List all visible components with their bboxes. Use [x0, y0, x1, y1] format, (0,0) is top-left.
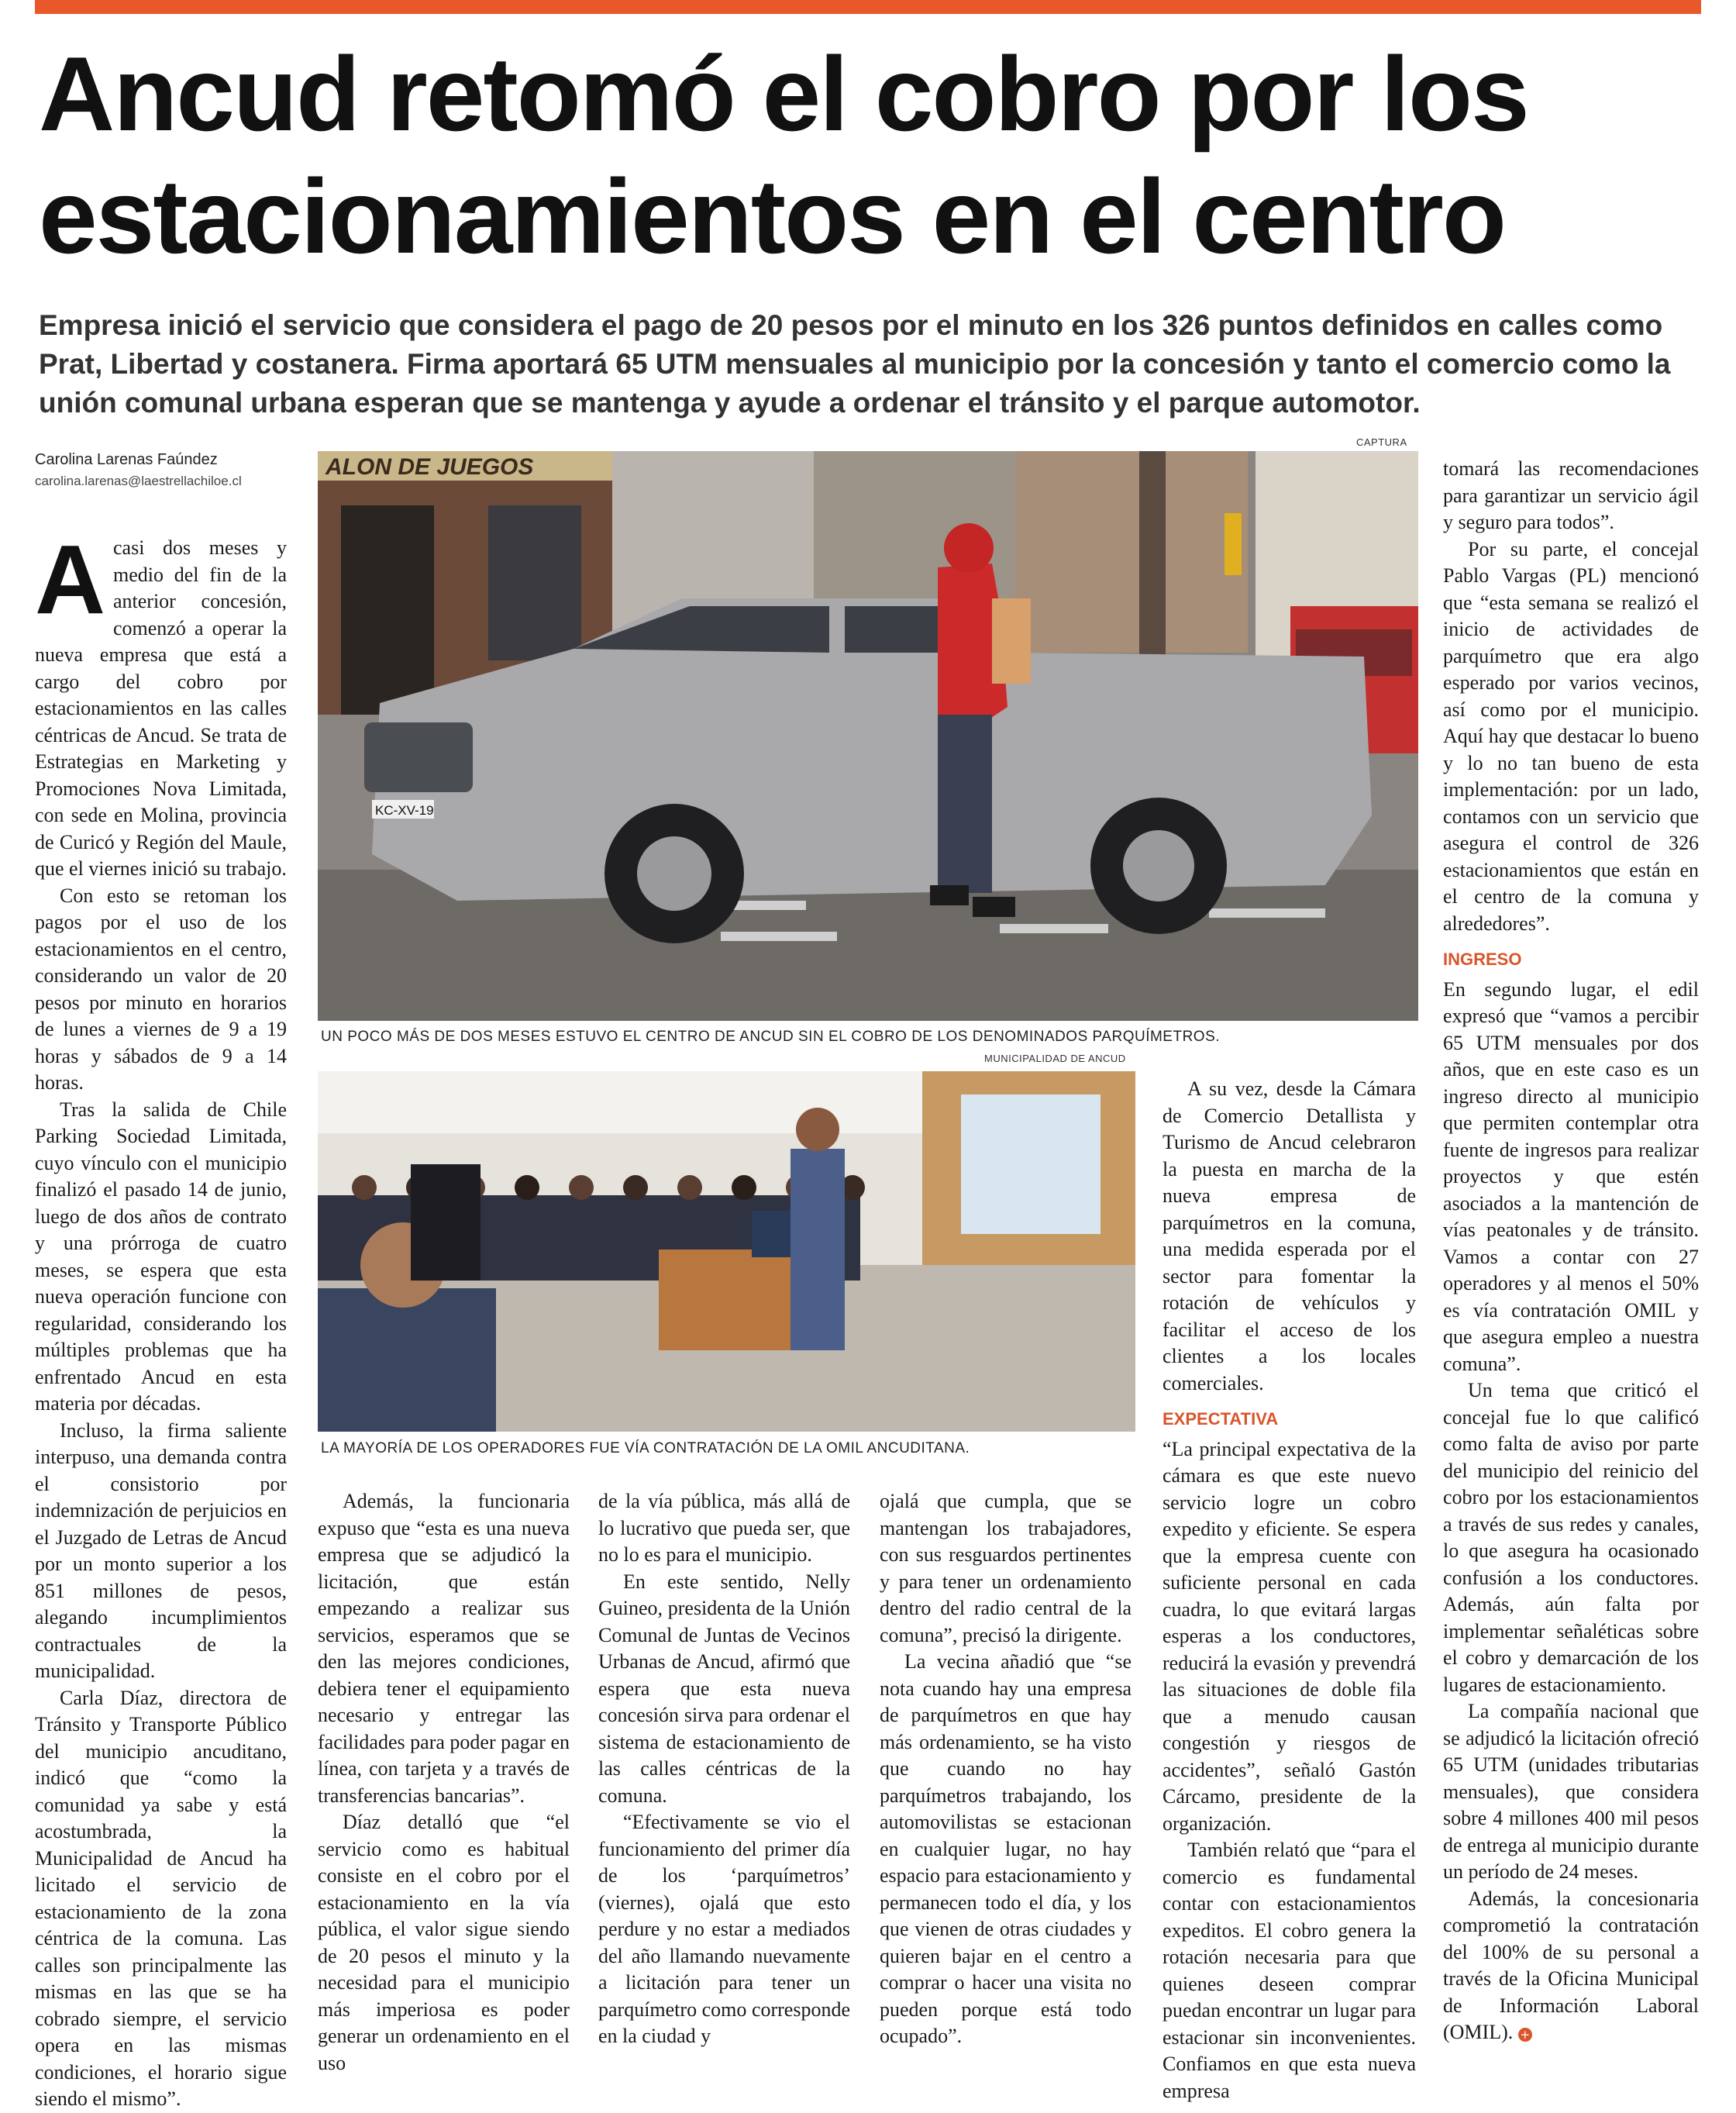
subheading-ingreso: INGRESO — [1443, 950, 1522, 969]
paragraph: Además, la funcionaria expuso que “esta es una nueva empresa que se adjudicó la licitación, que están empezando a realizar sus servicios, esperamos que se den las mejores condiciones, debiera tener el equipamiento necesario y entregar las facilidades para poder pagar en línea, con tarjeta y a través de transferencias bancarias”. — [318, 1490, 570, 1807]
paragraph — [1443, 1886, 1699, 2046]
paragraph: También relató que “para el comercio es fundamental contar con estacionamientos expeditos. El cobro genera la rotación necesaria para que quienes deseen comprar puedan encontrar un lugar para estacionar sin inconvenientes. Confiamos en que esta nueva empresa — [1162, 1839, 1416, 2102]
shop-sign-text: ALON DE JUEGOS — [326, 454, 534, 480]
photo-caption-bottom: LA MAYORÍA DE LOS OPERADORES FUE VÍA CONTRATACIÓN DE LA OMIL ANCUDITANA. — [321, 1440, 970, 1456]
deck-summary: Empresa inició el servicio que considera el pago de 20 pesos por el minuto en los 326 puntos definidos en calles como Prat, Libertad y costanera. Firma aportará 65 UTM mensuales al municipio por la concesión y tanto el comercio como la unión comunal urbana esperan que se mantenga y ayude a ordenar el tránsito y el parque automotor. — [39, 309, 1671, 419]
paragraph: tomará las recomendaciones para garantizar un servicio ágil y seguro para todos”. — [1443, 457, 1699, 533]
article-column-4 — [880, 1488, 1132, 2050]
paragraph: En este sentido, Nelly Guineo, presidenta de la Unión Comunal de Juntas de Vecinos Urbanas de Ancud, afirmó que espera que esta nueva concesión sirva para ordenar el sistema de estacionamiento de las calles céntricas de la comuna. — [598, 1570, 850, 1807]
subheading-expectativa: EXPECTATIVA — [1162, 1409, 1279, 1429]
photo-credit-bottom: MUNICIPALIDAD DE ANCUD — [984, 1053, 1126, 1064]
photo-caption-top: UN POCO MÁS DE DOS MESES ESTUVO EL CENTRO DE ANCUD SIN EL COBRO DE LOS DENOMINADOS PARQUÍMETROS. — [321, 1029, 1221, 1045]
article-column-2 — [318, 1488, 570, 2077]
top-color-bar — [35, 0, 1701, 14]
end-of-article-icon: + — [1518, 2028, 1532, 2042]
paragraph: Por su parte, el concejal Pablo Vargas (PL) mencionó que “esta semana se realizó el inicio de actividades de parquímetro que era algo esperado por varios vecinos, así como por el municipio. Aquí hay que destacar lo bueno y lo no tan bueno de esta implementación: por un lado, contamos con un servicio que asegura el control de 326 estacionamientos que están en el centro de la comuna y alrededores”. — [1443, 537, 1699, 935]
drop-cap: A — [35, 525, 105, 634]
paragraph: Con esto se retoman los pagos por el uso de los estacionamientos en el centro, considerando un valor de 20 pesos por minuto en horarios de lunes a viernes de 9 a 19 horas y sábados de 9 a 14 horas. — [35, 884, 287, 1094]
photo-operators-meeting — [318, 1071, 1135, 1432]
headline: Ancud retomó el cobro por los estacionamientos en el centro — [39, 35, 1528, 275]
paragraph: En segundo lugar, el edil expresó que “vamos a percibir 65 UTM mensuales por dos años, que en este caso es un ingreso directo al municipio que permiten contemplar otra fuente de ingresos para realizar proyectos y que estén asociados a la mantención de vías peatonales y de tránsito. Vamos a contar con 27 operadores y al menos el 50% es vía contratación OMIL y que asegura empleo a nuestra comuna”. — [1443, 977, 1699, 1375]
author-name: Carolina Larenas Faúndez — [35, 451, 218, 468]
paragraph: La vecina añadió que “se nota cuando hay una empresa de parquímetros en que hay más ordenamiento, se ha visto que cuando no hay parquímetros trabajando, los automovilistas se estacionan en cualquier lugar, no hay espacio para estacionamiento y permanecen todo el día, y los que vienen de otras ciudades y quieren bajar en el centro a comprar o hacer una visita no pueden porque está todo ocupado”. — [880, 1650, 1132, 2047]
license-plate-text: KC-XV-19 — [375, 803, 434, 818]
paragraph: La compañía nacional que se adjudicó la licitación ofreció 65 UTM (unidades tributarias mensuales), que considera sobre 4 millones 400 mil pesos de entrega al municipio durante un período de 24 meses. — [1443, 1700, 1699, 1883]
paragraph: Incluso, la firma saliente interpuso, una demanda contra el consistorio por indemnización de perjuicios en el Juzgado de Letras de Ancud por un monto superior a los 851 millones de pesos, alegando incumplimientos contractuales de la municipalidad. — [35, 1418, 287, 1682]
article-column-6 — [1443, 456, 1699, 2046]
article-column-3 — [598, 1488, 850, 2050]
byline — [35, 451, 314, 489]
photo-credit-top: CAPTURA — [1356, 436, 1407, 448]
article-column-1 — [35, 525, 287, 2113]
paragraph: Un tema que criticó el concejal fue lo que calificó como falta de aviso por parte del municipio del reinicio del cobro por los estacionamientos a través de sus redes y canales, lo que asegura ha ocasionado confusión a los conductores. Además, aún falta por implementar señaléticas sobre el cobro y demarcación de los lugares de estacionamiento. — [1443, 1379, 1699, 1696]
paragraph: Carla Díaz, directora de Tránsito y Transporte Público del municipio ancuditano, indicó que “como la comunidad ya sabe y está acostumbrada, la Municipalidad de Ancud ha licitado el servicio de estacionamiento de la zona céntrica de la comuna. Las calles son principalmente las mismas en las que se ha cobrado siempre, el servicio opera en las mismas condiciones, el horario sigue siendo el mismo”. — [35, 1686, 287, 2110]
lead-paragraph — [35, 525, 287, 883]
final-text: Además, la concesionaria comprometió la contratación del 100% de su personal a través de la Oficina Municipal de Información Laboral (OMIL). — [1443, 1887, 1699, 2043]
paragraph: A su vez, desde la Cámara de Comercio Detallista y Turismo de Ancud celebraron la puesta en marcha de la nueva empresa de parquímetros en la comuna, una medida esperada por el sector para fomentar la rotación de vehículos y facilitar el acceso de los clientes a los locales comerciales. — [1162, 1077, 1416, 1394]
article-column-5 — [1162, 1076, 1416, 2104]
paragraph: Díaz detalló que “el servicio como es habitual consiste en el cobro por el estacionamiento en la vía pública, el valor sigue siendo de 20 pesos el minuto y la necesidad para el municipio más imperiosa es poder generar un ordenamiento en el uso — [318, 1811, 570, 2074]
photo-parking-truck — [318, 451, 1418, 1021]
paragraph: Tras la salida de Chile Parking Sociedad Limitada, cuyo vínculo con el municipio finalizó el pasado 14 de junio, luego de dos años de contrato y una prórroga de cuatro meses, se espera que esta nueva operación funcione con regularidad, considerando los múltiples problemas que ha enfrentado Ancud en esta materia por décadas. — [35, 1098, 287, 1415]
author-email[interactable]: carolina.larenas@laestrellachiloe.cl — [35, 474, 242, 488]
lead-text: casi dos meses y medio del fin de la anterior concesión, comenzó a operar la nueva empresa que está a cargo del cobro por estacionamientos en las calles céntricas de Ancud. Se trata de Estrategias en Marketing y Promociones Nova Limitada, con sede en Molina, provincia de Curicó y Región del Maule, que el viernes inició su trabajo. — [35, 536, 287, 880]
paragraph: ojalá que cumpla, que se mantengan los trabajadores, con sus resguardos pertinentes y para tener un ordenamiento dentro del radio central de la comuna”, precisó la dirigente. — [880, 1490, 1132, 1646]
paragraph: “Efectivamente se vio el funcionamiento del primer día de los ‘parquímetros’ (viernes), ojalá que esto perdure y no estar a mediados del año llamando nuevamente a licitación para tener un parquímetro como corresponde en la ciudad y — [598, 1811, 850, 2047]
paragraph: “La principal expectativa de la cámara es que este nuevo servicio logre un cobro expedito y eficiente. Se espera que la empresa cuente con suficiente personal en cada cuadra, lo que evitará largas esperas a los conductores, reducirá la evasión y prevendrá las situaciones de doble fila que a menudo causan congestión y riesgos de accidentes”, señaló Gastón Cárcamo, presidente de la organización. — [1162, 1437, 1416, 1835]
paragraph: de la vía pública, más allá de lo lucrativo que pueda ser, que no lo es para el municipio. — [598, 1490, 850, 1566]
